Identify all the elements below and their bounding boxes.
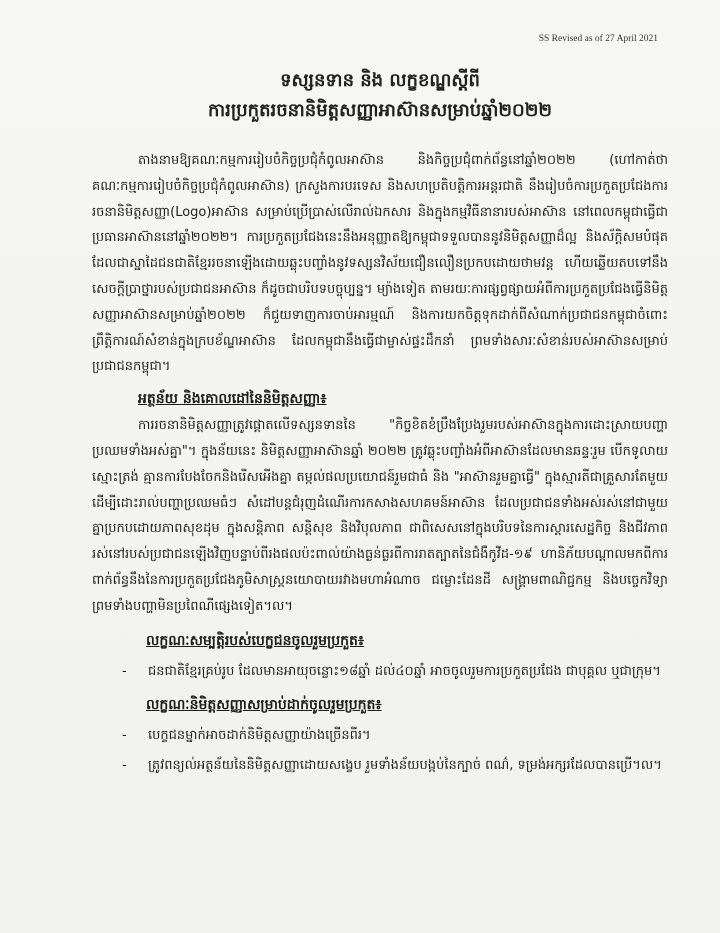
document-title-line1: ទស្សនទាន និង លក្ខខណ្ឌស្តីពី [280,70,480,91]
document-title-line2: ការប្រកួតរចនានិមិត្តសញ្ញាអាស៊ានសម្រាប់ឆ្នាំ២០២២ [208,100,552,121]
bullet-dash: - [122,758,127,774]
list-item [122,753,668,779]
section-heading-logo-criteria: លក្ខណៈនិមិត្តសញ្ញាសម្រាប់ដាក់ចូលរួមប្រកួត៖ [146,697,382,714]
meaning-paragraph: ការរចនានិមិត្តសញ្ញាត្រូវផ្តោតលើទស្សនទាននៃ "កិច្ចខិតខំប្រឹងប្រែងរួមរបស់អាស៊ានក្នុងការដោះស្រាយបញ្ហាប្រឈមទាំងអស់គ្នា"។ ក្នុងន័យនេះ និមិត្តសញ្ញាអាស៊ានឆ្នាំ ២០២២ ត្រូវឆ្លុះបញ្ចាំងអំពីអាស៊ានដែលមានឆន្ទៈរួម បើកទូលាយ ស្មោះត្រង់ គ្មានការបែងចែកនិងរើសអើងគ្នា តម្កល់ផលប្រយោជន៍រួមជាធំ និង "អាស៊ានរួមគ្នាធ្វើ" ក្នុងស្មារតីជាគ្រួសារតែមួយ ដើម្បីដោះរាល់បញ្ហាប្រឈមធំៗ សំដៅបន្តជំរុញដំណើរការកសាងសហគមន៍អាស៊ាន ដែលប្រជាជនទាំងអស់រស់នៅជាមួយគ្នាប្រកបដោយភាពសុខដុម ក្នុងសន្តិភាព សន្តិសុខ និងវិបុលភាព ជាពិសេសនៅក្នុងបរិបទនៃការស្តារសេដ្ឋកិច្ច និងជីវភាពរស់នៅរបស់ប្រជាជនឡើងវិញបន្ទាប់ពីរងផលប៉ះពាល់យ៉ាងធ្ងន់ធ្ងរពីការរាតត្បាតនៃជំងឺកូវីដ-១៩ ហានិភ័យបណ្តាលមកពីការពាក់ព័ន្ធនឹងនៃការប្រកួតប្រជែងភូមិសាស្ត្រនយោបាយរវាងមហាអំណាច ជម្លោះដែនដី សង្គ្រាមពាណិជ្ជកម្ម និងបច្ចេកវិទ្យា ព្រមទាំងបញ្ហាមិនប្រពៃណីផ្សេងទៀត។ល។ [92,418,668,614]
list-item-text: ជនជាតិខ្មែរគ្រប់រូប ដែលមានអាយុចន្លោះ១៨ឆ្នាំ ដល់៤០ឆ្នាំ អាចចូលរួមការប្រកួតប្រជែង ជាបុគ្គល ឬជាក្រុម។ [148,663,661,679]
section-heading-meaning: អត្ថន័យ និងគោលដៅនៃនិមិត្តសញ្ញា៖ [138,391,327,408]
intro-paragraph: តាងនាមឱ្យគណៈកម្មការរៀបចំកិច្ចប្រជុំកំពូលអាស៊ាន និងកិច្ចប្រជុំពាក់ព័ន្ធនៅឆ្នាំ២០២២ (ហៅកាត់ថាគណៈកម្មការរៀបចំកិច្ចប្រជុំកំពូលអាស៊ាន) ក្រសួងការបរទេស និងសហប្រតិបត្តិការអន្តរជាតិ នឹងរៀបចំការប្រកួតប្រជែងការរចនានិមិត្តសញ្ញា(Logo)អាស៊ាន សម្រាប់ប្រើប្រាស់លើរាល់ឯកសារ និងក្នុងកម្មវិធីនានារបស់អាស៊ាន នៅពេលកម្ពុជាធ្វើជាប្រធានអាស៊ាននៅឆ្នាំ២០២២។ ការប្រកួតប្រជែងនេះនឹងអនុញ្ញាតឱ្យកម្ពុជាទទួលបាននូវនិមិត្តសញ្ញាដ៏ល្អ និងស័ក្តិសមបំផុត ដែលជាស្នាដៃជនជាតិខ្មែររចនាឡើងដោយឆ្លុះបញ្ចាំងនូវទស្សនវិស័យជឿនលឿនប្រកបដោយថាមវន្ត ហើយឆ្លើយតបទៅនឹងសេចក្តីប្រាថ្នារបស់ប្រជាជនអាស៊ាន ក៏ដូចជាបរិបទបច្ចុប្បន្ន។ ម្យ៉ាងទៀត តាមរយៈការផ្សព្វផ្សាយអំពីការប្រកួតប្រជែងធ្វើនិមិត្តសញ្ញាអាស៊ានសម្រាប់ឆ្នាំ២០២២ ក៏ជួយទាញការចាប់អារម្មណ៍ និងការយកចិត្តទុកដាក់ពីសំណាក់ប្រជាជនកម្ពុជាចំពោះព្រឹត្តិការណ៍សំខាន់ក្នុងក្របខ័ណ្ឌអាស៊ាន ដែលកម្ពុជានឹងធ្វើជាម្ចាស់ផ្ទះដឹកនាំ ព្រមទាំងសារៈសំខាន់របស់អាស៊ានសម្រាប់ប្រជាជនកម្ពុជា។ [92,153,668,375]
revision-note: SS Revised as of 27 April 2021 [538,34,658,44]
bullet-dash: - [122,663,127,679]
list-item-text: ត្រូវពន្យល់អត្ថន័យនៃនិមិត្តសញ្ញាដោយសង្ខេប រួមទាំងន័យបង្កប់នៃក្បាច់ ពណ៌, ទម្រង់អក្សរដែលបានប្រើ។ល។ [148,758,662,774]
list-item [122,659,668,685]
section-heading-eligibility: លក្ខណៈសម្បត្តិរបស់បេក្ខជនចូលរួមប្រកួត៖ [146,632,365,649]
bullet-dash: - [122,728,127,744]
eligibility-list [92,659,668,685]
list-item [122,723,668,749]
list-item-text: បេក្ខជនម្នាក់អាចដាក់និមិត្តសញ្ញាយ៉ាងច្រើនពីរ។ [148,728,371,744]
logo-criteria-list [92,723,668,779]
